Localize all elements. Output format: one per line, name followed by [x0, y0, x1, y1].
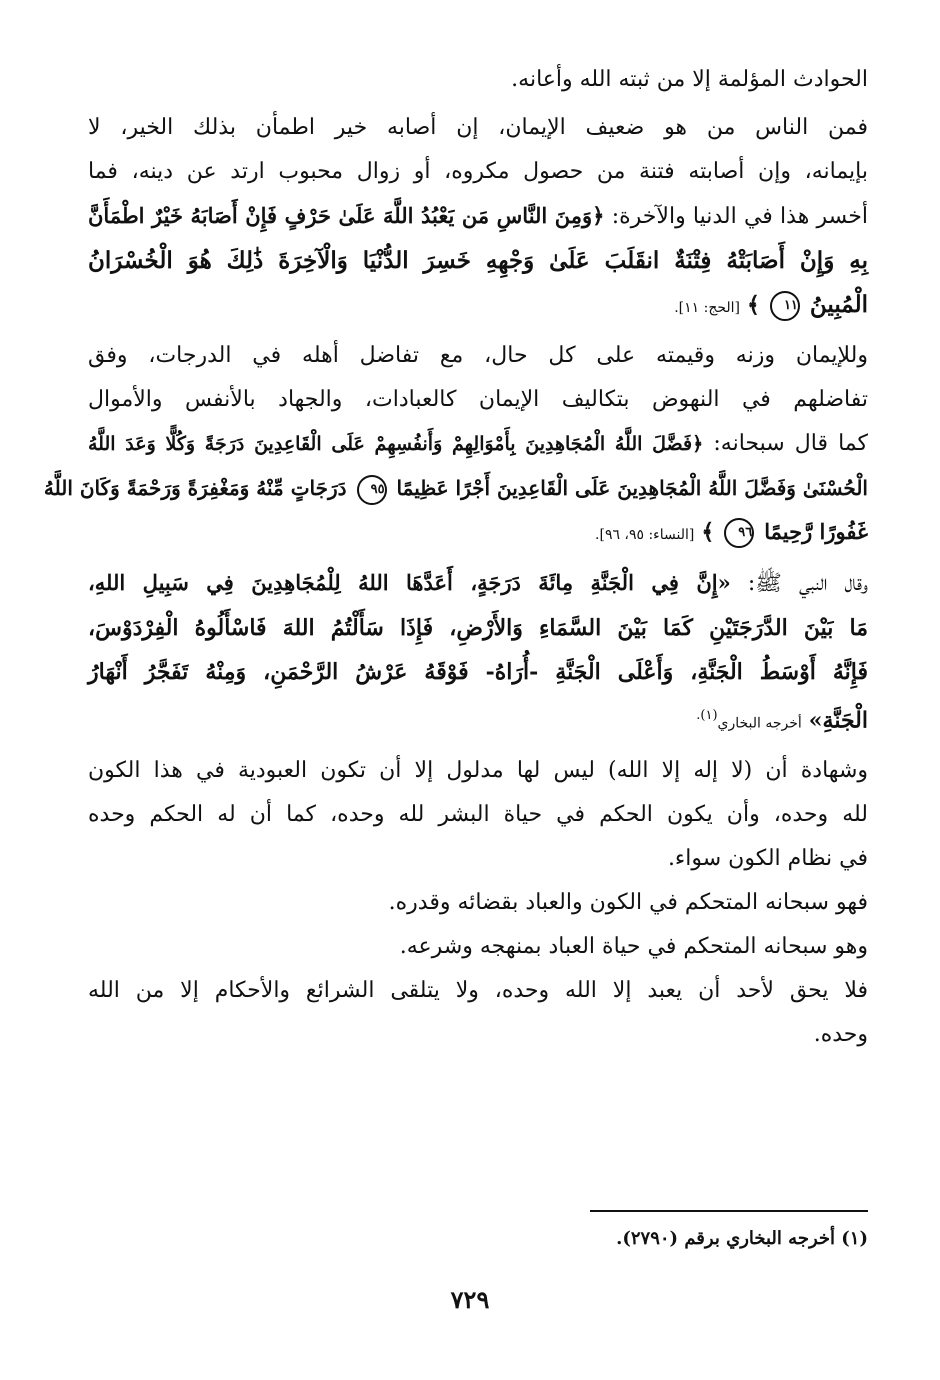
text-line: وحده.	[813, 1022, 868, 1048]
quran-verse: غَفُورًا رَّحِيمًا	[764, 519, 868, 544]
text-line: لله وحده، وأن يكون الحكم في حياة البشر لله وحده، كما أن له الحكم وحده	[88, 802, 868, 828]
footnote-marker[interactable]: (١).	[696, 708, 718, 723]
hadith-line: فَإِنَّهُ أَوْسَطُ الْجَنَّةِ، وَأَعْلَى الْجَنَّةِ -أُرَاهُ- فَوْقَهُ عَرْشُ الرَّحْمَنِ، وَمِنْهُ تَفَجَّرُ أَنْهَارُ	[88, 659, 868, 685]
intro-text: وقال النبي ﷺ:	[747, 571, 868, 596]
hadith-text: «إِنَّ فِي الْجَنَّةِ مِائَةَ دَرَجَةٍ، أَعَدَّهَا اللهُ لِلْمُجَاهِدِينَ فِي سَبِيلِ اللهِ،	[88, 570, 731, 595]
quran-verse: ﴿وَمِنَ النَّاسِ مَن يَعْبُدُ اللَّهَ عَلَىٰ حَرْفٍ فَإِنْ أَصَابَهُ خَيْرٌ اطْمَأَنَّ	[88, 203, 605, 228]
footnote: (١) أخرجه البخاري برقم (٢٧٩٠).	[616, 1228, 868, 1249]
paragraph-3	[43, 334, 868, 557]
hadith-end-line	[88, 694, 868, 745]
quran-verse: دَرَجَاتٍ مِّنْهُ وَمَغْفِرَةً وَرَحْمَةً وَكَانَ اللَّهُ	[43, 476, 347, 500]
intro-text: أخسر هذا في الدنيا والآخرة:	[611, 204, 869, 229]
verse-reference: [النساء: ٩٥، ٩٦].	[595, 527, 695, 543]
quran-verse: الْحُسْنَىٰ وَفَضَّلَ اللَّهُ الْمُجَاهِدِينَ عَلَى الْقَاعِدِينَ أَجْرًا عَظِيمًا	[396, 476, 868, 500]
text-line: الحوادث المؤلمة إلا من ثبته الله وأعانه.	[511, 67, 868, 92]
text-line: تفاضلهم في النهوض بتكاليف الإيمان كالعبادات، والجهاد بالأنفس والأموال	[88, 387, 868, 412]
quran-verse: ﴿فَضَّلَ اللَّهُ الْمُجَاهِدِينَ بِأَمْوَالِهِمْ وَأَنفُسِهِمْ عَلَى الْقَاعِدِينَ دَرَجَةً وَكُلًّا وَعَدَ اللَّهُ	[88, 433, 704, 455]
paragraph-4	[88, 561, 868, 745]
text-line: في نظام الكون سواء.	[667, 846, 868, 872]
ayah-number-mark: ٩٦	[724, 518, 754, 548]
verse-close-bracket: ﴾	[701, 519, 715, 545]
paragraph-5	[88, 749, 868, 881]
paragraph-1	[88, 58, 868, 102]
page-body	[43, 58, 869, 1057]
text-line: فهو سبحانه المتحكم في الكون والعباد بقضائه وقدره.	[388, 890, 868, 916]
verse-reference: [الحج: ١١].	[674, 300, 741, 316]
quran-verse-line	[43, 466, 868, 510]
page-number: ٧٢٩	[450, 1285, 490, 1314]
text-line: وللإيمان وزنه وقيمته على كل حال، مع تفاضل أهله في الدرجات، وفق	[88, 343, 868, 368]
text-line	[88, 194, 868, 239]
text-line: وشهادة أن (لا إله إلا الله) ليس لها مدلول إلا أن تكون العبودية في هذا الكون	[88, 758, 868, 784]
intro-text: كما قال سبحانه:	[713, 431, 868, 456]
hadith-text: الْجَنَّةِ»	[808, 707, 868, 734]
quran-verse: الْمُبِينُ	[809, 291, 868, 318]
verse-close-bracket: ﴾	[747, 292, 760, 318]
quran-verse-end-line	[88, 510, 868, 557]
paragraph-8	[88, 969, 868, 1057]
text-line	[88, 422, 868, 466]
text-line: بإيمانه، وإن أصابته فتنة من حصول مكروه، أو زوال محبوب ارتد عن دينه، فما	[88, 159, 868, 184]
quran-verse-line: بِهِ وَإِنْ أَصَابَتْهُ فِتْنَةٌ انقَلَبَ عَلَىٰ وَجْهِهِ خَسِرَ الدُّنْيَا وَالْآخِرَةَ ذَٰلِكَ هُوَ الْخُسْرَانُ	[88, 247, 868, 274]
paragraph-6	[88, 881, 868, 925]
hadith-reference: أخرجه البخاري	[717, 715, 802, 732]
text-line: فلا يحق لأحد أن يعبد إلا الله وحده، ولا يتلقى الشرائع والأحكام إلا من الله	[88, 978, 869, 1004]
ayah-number-mark: ١١	[770, 291, 800, 321]
ayah-number-mark: ٩٥	[357, 475, 387, 505]
footnote-divider	[590, 1210, 868, 1212]
quran-verse-end-line	[88, 283, 868, 330]
hadith-line: مَا بَيْنَ الدَّرَجَتَيْنِ كَمَا بَيْنَ السَّمَاءِ وَالأَرْضِ، فَإِذَا سَأَلْتُمُ اللهَ فَاسْأَلُوهُ الْفِرْدَوْسَ،	[88, 615, 868, 641]
text-line: وهو سبحانه المتحكم في حياة العباد بمنهجه وشرعه.	[399, 934, 868, 960]
paragraph-2	[88, 106, 868, 330]
text-line: فمن الناس من هو ضعيف الإيمان، إن أصابه خير اطمأن بذلك الخير، لا	[88, 115, 868, 140]
paragraph-7	[88, 925, 868, 969]
text-line	[88, 561, 868, 606]
